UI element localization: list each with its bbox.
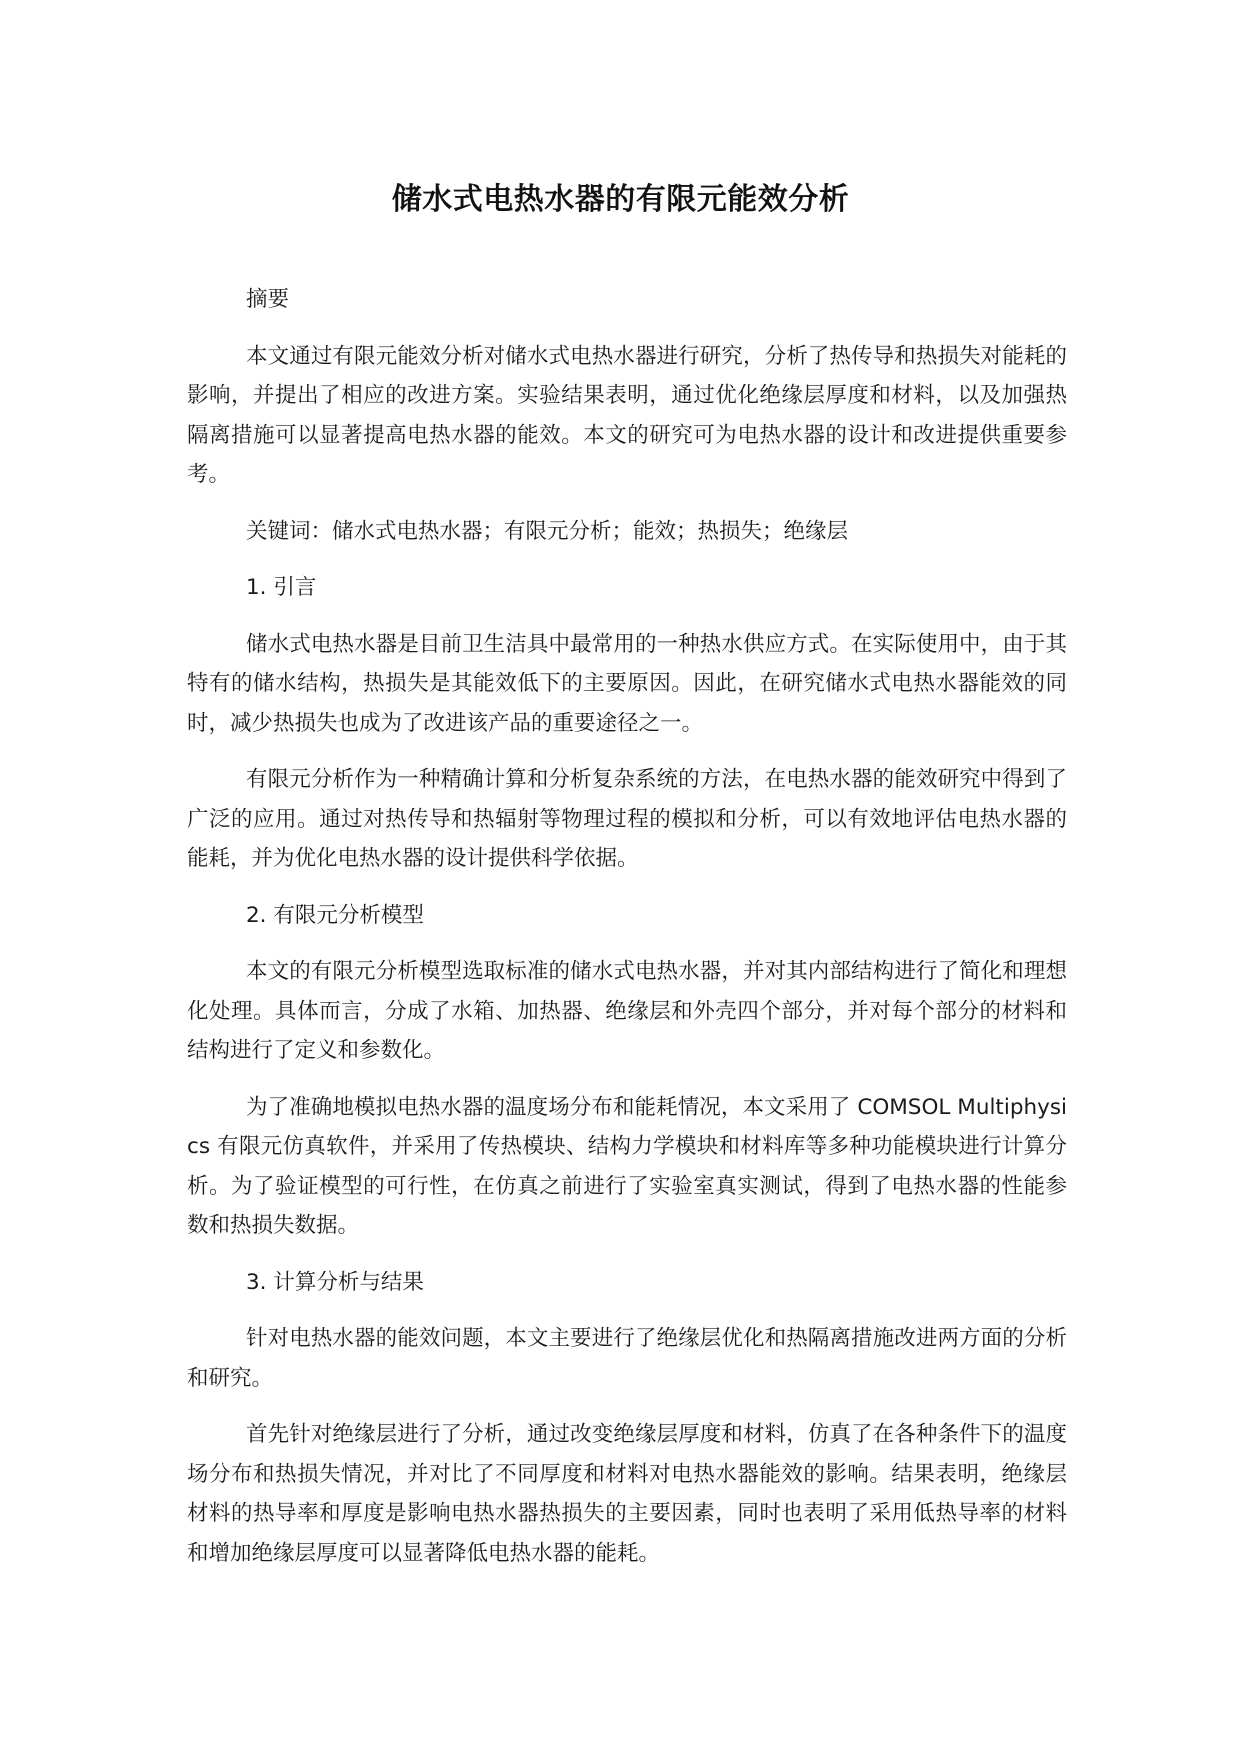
introduction-paragraph: 储水式电热水器是目前卫生洁具中最常用的一种热水供应方式。在实际使用中，由于其特有的储水结构，热损失是其能效低下的主要原因。因此，在研究储水式电热水器能效的同时，减少热损失也成为了改进该产品的重要途径之一。 [187,631,1067,736]
document-body [187,280,1067,1590]
model-paragraph: 为了准确地模拟电热水器的温度场分布和能耗情况，本文采用了 COMSOL Multiphysics 有限元仿真软件，并采用了传热模块、结构力学模块和材料库等多种功能模块进行计算分析。为了验证模型的可行性，在仿真之前进行了实验室真实测试，得到了电热水器的性能参数和热损失数据。 [187,1094,1067,1238]
introduction-paragraph: 有限元分析作为一种精确计算和分析复杂系统的方法，在电热水器的能效研究中得到了广泛的应用。通过对热传导和热辐射等物理过程的模拟和分析，可以有效地评估电热水器的能耗，并为优化电热水器的设计提供科学依据。 [187,767,1067,871]
section-heading-model: 2. 有限元分析模型 [246,902,424,928]
document-title: 储水式电热水器的有限元能效分析 [391,182,850,217]
model-paragraph: 本文的有限元分析模型选取标准的储水式电热水器，并对其内部结构进行了简化和理想化处理。具体而言，分成了水箱、加热器、绝缘层和外壳四个部分，并对每个部分的材料和结构进行了定义和参数化。 [187,959,1067,1063]
section-heading-results: 3. 计算分析与结果 [246,1269,424,1295]
section-heading-introduction: 1. 引言 [246,575,317,600]
results-paragraph: 首先针对绝缘层进行了分析，通过改变绝缘层厚度和材料，仿真了在各种条件下的温度场分布和热损失情况，并对比了不同厚度和材料对电热水器能效的影响。结果表明，绝缘层材料的热导率和厚度是影响电热水器热损失的主要因素，同时也表明了采用低热导率的材料和增加绝缘层厚度可以显著降低电热水器的能耗。 [187,1422,1067,1566]
abstract-paragraph: 本文通过有限元能效分析对储水式电热水器进行研究，分析了热传导和热损失对能耗的影响，并提出了相应的改进方案。实验结果表明，通过优化绝缘层厚度和材料，以及加强热隔离措施可以显著提高电热水器的能效。本文的研究可为电热水器的设计和改进提供重要参考。 [187,343,1067,487]
abstract-heading: 摘要 [246,287,290,312]
results-paragraph: 针对电热水器的能效问题，本文主要进行了绝缘层优化和热隔离措施改进两方面的分析和研究。 [187,1326,1067,1391]
keywords-line: 关键词：储水式电热水器；有限元分析；能效；热损失；绝缘层 [246,518,849,544]
